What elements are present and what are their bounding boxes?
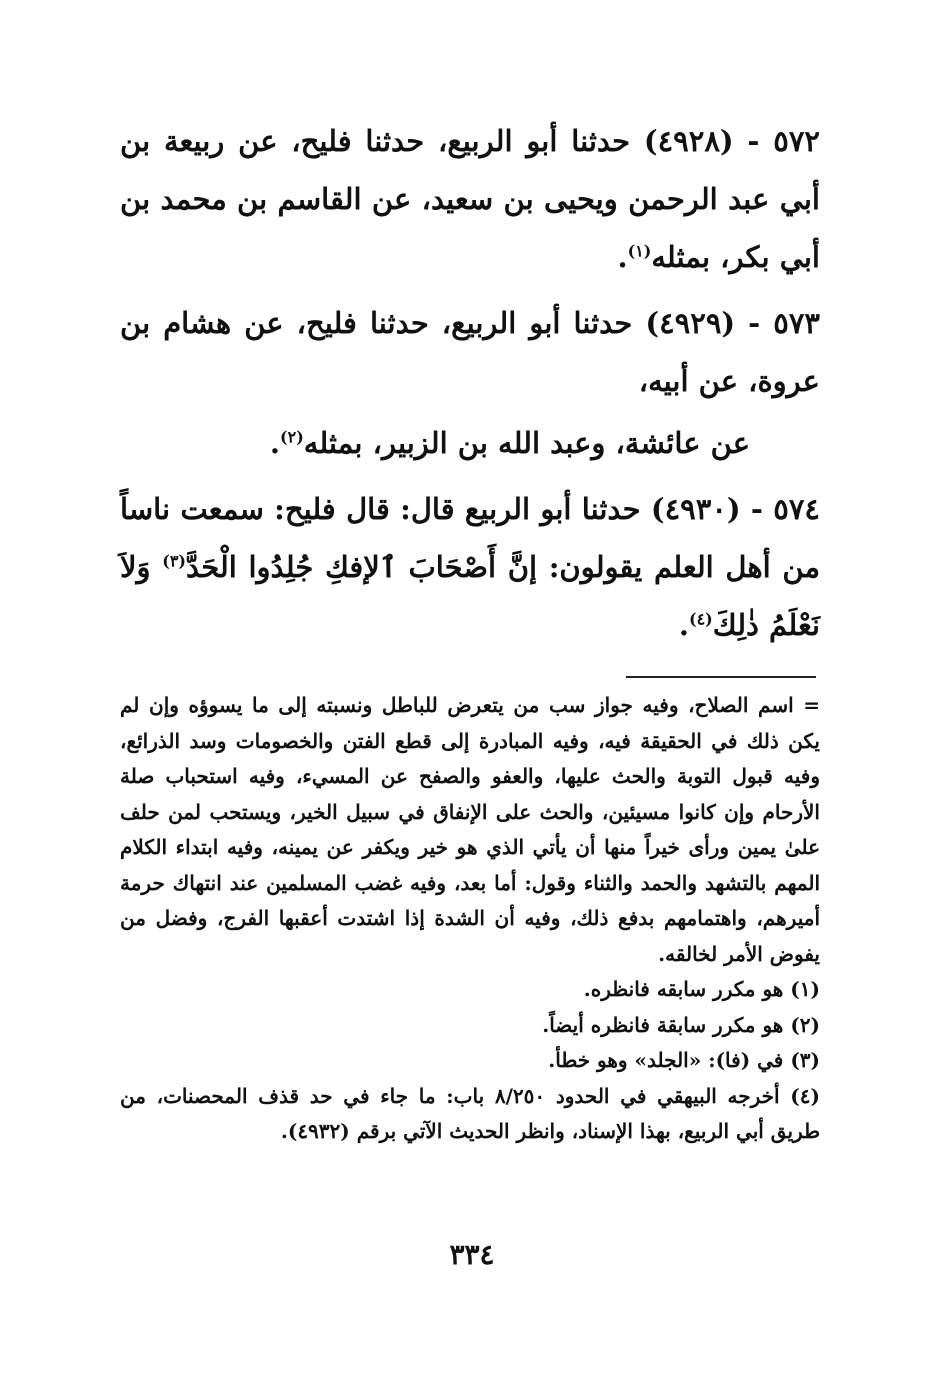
footnotes [120,688,820,1150]
main-text [120,112,820,662]
hadith-text-quran: وَلاَ نَعْلَمُ ذٰلِكَ [120,550,820,642]
hadith-text: حدثنا أبو الربيع قال: قال فليح: سمعت ناساً من أهل العلم يقولون: إنَّ أَصْحَابَ ٱلإفكِ جُلِدُوا الْحَدَّ [120,492,820,584]
footnote-separator [626,676,816,678]
sentence-end: . [269,426,281,460]
hadith-number: ٥٧٣ - (٤٩٢٩) [645,306,820,340]
sentence-end: . [678,608,689,642]
footnote-4: (٤) أخرجه البيهقي في الحدود ٨/٢٥٠ باب: ما جاء في حد قذف المحصنات، من طريق أبي الربيع، بهذا الإسناد، وانظر الحديث الآتي برقم (٤٩٣٢). [120,1083,820,1143]
hadith-574 [120,480,820,654]
footnote-2: (٢) هو مكرر سابقة فانظره أيضاً. [542,1012,820,1037]
footnote-1: (١) هو مكرر سابقه فانظره. [583,977,820,1001]
hadith-text: حدثنا أبو الربيع، حدثنا فليح، عن هشام بن عروة، عن أبيه، [120,306,820,398]
hadith-573 [120,294,820,410]
page-number: ٣٣٤ [449,1238,495,1271]
hadith-number: ٥٧٤ - (٤٩٣٠) [650,492,820,526]
footnote-ref: (١) [627,241,652,261]
sentence-end: . [617,240,628,274]
hadith-572 [120,112,820,286]
footnote-continuation: = اسم الصلاح، وفيه جواز سب من يتعرض للباطل ونسبته إلى ما يسوؤه وإن لم يكن ذلك في الحقيقة فيه، وفيه المبادرة إلى قطع الفتن والخصومات وسد الذرائع، وفيه قبول التوبة والحث عليها، والعفو والصفح عن المسيء، وفيه استحباب صلة الأرحام وإن كانوا مسيئين، والحث على الإنفاق في سبيل الخير، ويستحب لمن حلف علىٰ يمين ورأى خيراً منها أن يأتي الذي هو خير ويكفر عن يمينه، وفيه ابتداء الكلام المهم بالتشهد والحمد والثناء وقول: أما بعد، وفيه غضب المسلمين عند انتهاك حرمة أميرهم، واهتمامهم بدفع ذلك، وفيه أن الشدة إذا اشتدت أعقبها الفرج، وفضل من يفوض الأمر لخالقه. [120,693,820,966]
hadith-text: عن عائشة، وعبد الله بن الزبير، بمثله [303,426,750,460]
hadith-text: حدثنا أبو الربيع، حدثنا فليح، عن ربيعة بن أبي عبد الرحمن ويحيى بن سعيد، عن القاسم بن محمد بن أبي بكر، بمثله [120,124,820,274]
footnote-ref: (٣) [162,551,186,571]
hadith-573-continued [120,414,820,472]
footnote-3: (٣) في (فا): «الجلد» وهو خطأ. [548,1048,820,1072]
footnote-ref: (٢) [280,427,304,447]
footnote-ref: (٤) [689,609,713,629]
hadith-number: ٥٧٢ - (٤٩٢٨) [643,124,821,158]
